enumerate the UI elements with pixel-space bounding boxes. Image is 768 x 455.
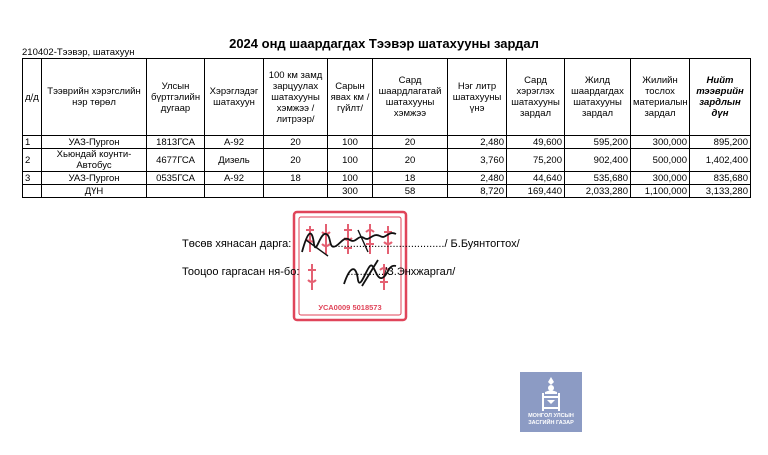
header-annual-cost: Жилд шаардагдах шатахууны зардал xyxy=(565,59,631,136)
logo-line-1: МОНГОЛ УЛСЫН xyxy=(528,413,574,419)
cell-plate: 0535ГСА xyxy=(147,172,205,185)
soyombo-emblem-icon xyxy=(520,374,582,414)
cell-lube: 300,000 xyxy=(631,136,690,149)
header-vehicle: Тээврийн хэрэгслийн нэр төрөл xyxy=(42,59,147,136)
cell-per100: 20 xyxy=(264,136,328,149)
totals-km: 300 xyxy=(328,185,373,198)
cell-vehicle: Хьюндай коунти-Автобус xyxy=(42,149,147,172)
government-logo xyxy=(520,372,582,432)
cell-price: 2,480 xyxy=(448,136,507,149)
budget-code: 210402-Тээвэр, шатахуун xyxy=(22,47,135,58)
cell-plate: 4677ГСА xyxy=(147,149,205,172)
cell-monthly: 44,640 xyxy=(507,172,565,185)
preparer-label: Тооцоо гаргасан ня-бо: xyxy=(182,266,300,278)
cell-monthly: 49,600 xyxy=(507,136,565,149)
cell-vehicle: УАЗ-Пургон xyxy=(42,172,147,185)
reviewer-signature-line xyxy=(182,238,520,250)
cell-fuel: А-92 xyxy=(205,136,264,149)
cell-no: 1 xyxy=(23,136,42,149)
cell-need: 20 xyxy=(373,149,448,172)
cell-need: 18 xyxy=(373,172,448,185)
cell-fuel: Дизель xyxy=(205,149,264,172)
cell-no: 2 xyxy=(23,149,42,172)
cell-annual: 535,680 xyxy=(565,172,631,185)
preparer-dots: ............ xyxy=(347,266,385,278)
cell-annual: 902,400 xyxy=(565,149,631,172)
cell-km: 100 xyxy=(328,149,373,172)
stamp-number: УСА0009 5018573 xyxy=(318,303,382,312)
header-plate: Улсын бүртгэлийн дугаар xyxy=(147,59,205,136)
header-monthly-cost: Сард хэрэглэх шатахууны зардал xyxy=(507,59,565,136)
reviewer-dots: ..................................... xyxy=(331,238,445,250)
table-row xyxy=(23,172,751,185)
totals-price: 8,720 xyxy=(448,185,507,198)
table-row xyxy=(23,149,751,172)
cell-vehicle: УАЗ-Пургон xyxy=(42,136,147,149)
totals-label: ДҮН xyxy=(42,185,147,198)
header-monthly-km: Сарын явах км /гүйлт/ xyxy=(328,59,373,136)
cell-fuel xyxy=(205,185,264,198)
header-price: Нэг литр шатахууны үнэ xyxy=(448,59,507,136)
header-monthly-need: Сард шаардлагатай шатахууны хэмжээ xyxy=(373,59,448,136)
cell-km: 100 xyxy=(328,172,373,185)
cell-no: 3 xyxy=(23,172,42,185)
cell-price: 2,480 xyxy=(448,172,507,185)
table-row xyxy=(23,136,751,149)
logo-line-2: ЗАСГИЙН ГАЗАР xyxy=(528,420,574,426)
reviewer-label: Төсөв хянасан дарга: xyxy=(182,238,292,250)
totals-total: 3,133,280 xyxy=(690,185,751,198)
header-lube: Жилийн тослох материалын зардал xyxy=(631,59,690,136)
totals-row xyxy=(23,185,751,198)
header-per100: 100 км замд зарцуулах шатахууны хэмжээ /литрээр/ xyxy=(264,59,328,136)
fuel-cost-table xyxy=(22,58,751,198)
cell-plate xyxy=(147,185,205,198)
cell-total: 835,680 xyxy=(690,172,751,185)
cell-total: 895,200 xyxy=(690,136,751,149)
document-title: 2024 онд шаардагдах Тээвэр шатахууны зардал xyxy=(229,36,539,51)
cell-no xyxy=(23,185,42,198)
totals-annual: 2,033,280 xyxy=(565,185,631,198)
header-no: д/д xyxy=(23,59,42,136)
cell-annual: 595,200 xyxy=(565,136,631,149)
table-header-row xyxy=(23,59,751,136)
header-fuel: Хэрэглэдэг шатахуун xyxy=(205,59,264,136)
cell-price: 3,760 xyxy=(448,149,507,172)
preparer-signature-line xyxy=(182,266,455,278)
header-total: Нийт тээврийн зардлын дүн xyxy=(690,59,751,136)
cell-per100: 20 xyxy=(264,149,328,172)
cell-total: 1,402,400 xyxy=(690,149,751,172)
cell-lube: 300,000 xyxy=(631,172,690,185)
cell-per100: 18 xyxy=(264,172,328,185)
cell-per100 xyxy=(264,185,328,198)
reviewer-name: / Б.Буянтогтох/ xyxy=(444,238,520,250)
cell-km: 100 xyxy=(328,136,373,149)
cell-need: 20 xyxy=(373,136,448,149)
cell-fuel: А-92 xyxy=(205,172,264,185)
cell-monthly: 75,200 xyxy=(507,149,565,172)
cell-plate: 1813ГСА xyxy=(147,136,205,149)
totals-need: 58 xyxy=(373,185,448,198)
totals-monthly: 169,440 xyxy=(507,185,565,198)
cell-lube: 500,000 xyxy=(631,149,690,172)
totals-lube: 1,100,000 xyxy=(631,185,690,198)
preparer-name: /З.Энхжаргал/ xyxy=(384,266,456,278)
